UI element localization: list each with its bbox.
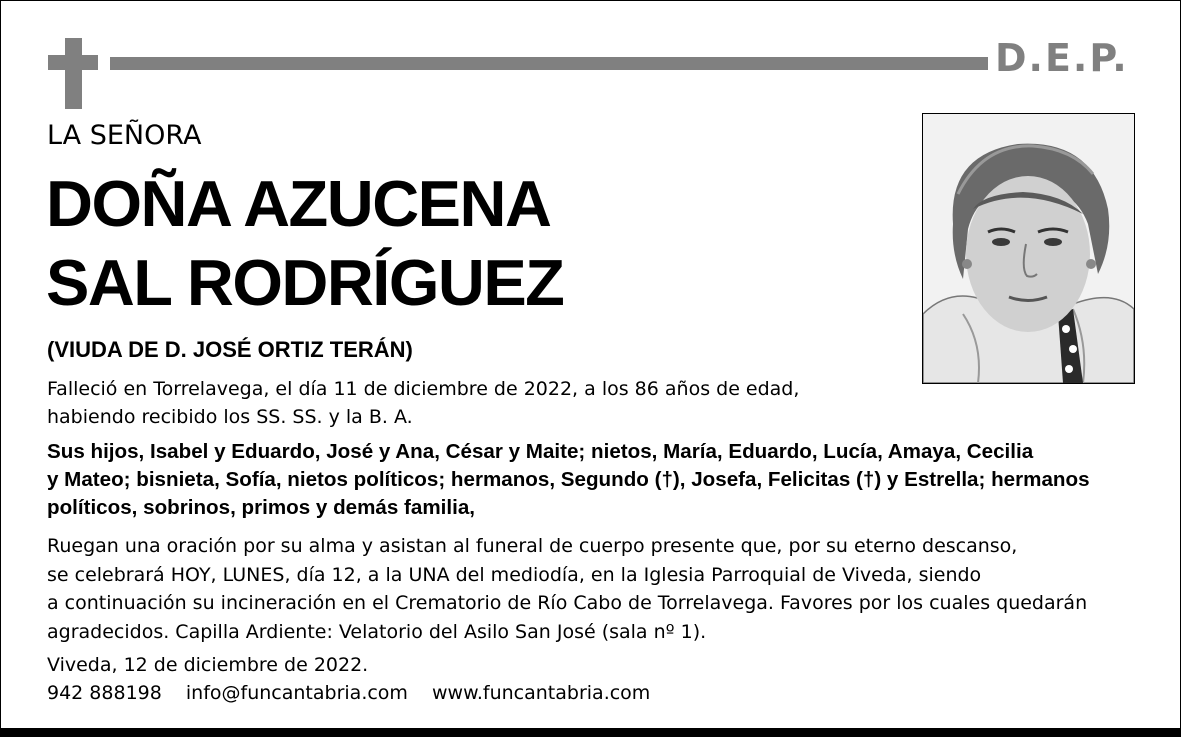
widow-of: (VIUDA DE D. JOSÉ ORTIZ TERÁN)	[47, 337, 413, 362]
name-line-2: SAL RODRÍGUEZ	[46, 246, 564, 319]
title-prefix: LA SEÑORA	[47, 120, 202, 151]
family-list	[47, 438, 1137, 522]
dep-label: D.E.P.	[995, 36, 1129, 80]
header-rule	[110, 57, 988, 70]
family-line: y Mateo; bisnieta, Sofía, nietos políticos; hermanos, Segundo (†), Josefa, Felicitas (†) y Estrella; hermanos	[47, 468, 1090, 491]
name-line-1: DOÑA AZUCENA	[46, 167, 551, 240]
death-notice-line: habiendo recibido los SS. SS. y la B. A.	[47, 406, 413, 428]
request-line: Ruegan una oración por su alma y asistan al funeral de cuerpo presente que, por su eterno descanso,	[47, 535, 1018, 557]
death-notice	[47, 375, 867, 431]
phone-number: 942 888198	[47, 682, 162, 704]
family-line: políticos, sobrinos, primos y demás familia,	[47, 496, 476, 519]
website-link[interactable]: www.funcantabria.com	[431, 682, 651, 704]
request-line: agradecidos. Capilla Ardiente: Velatorio del Asilo San José (sala nº 1).	[47, 620, 707, 643]
funeral-request	[47, 532, 1147, 646]
contact-line	[47, 679, 668, 707]
place-date: Viveda, 12 de diciembre de 2022.	[47, 654, 369, 676]
cross-icon	[48, 38, 98, 109]
death-notice-line: Falleció en Torrelavega, el día 11 de diciembre de 2022, a los 86 años de edad,	[47, 378, 800, 400]
deceased-name	[46, 164, 563, 322]
portrait-photo	[922, 113, 1135, 384]
family-line: Sus hijos, Isabel y Eduardo, José y Ana, César y Maite; nietos, María, Eduardo, Lucía, Amaya, Cecilia	[47, 440, 1034, 463]
request-line: se celebrará HOY, LUNES, día 12, a la UNA del mediodía, en la Iglesia Parroquial de Viveda, siendo	[47, 563, 982, 586]
email-link[interactable]: info@funcantabria.com	[185, 682, 408, 704]
bottom-bar	[0, 728, 1181, 737]
request-line: a continuación su incineración en el Crematorio de Río Cabo de Torrelavega. Favores por los cuales quedarán	[47, 592, 1088, 614]
